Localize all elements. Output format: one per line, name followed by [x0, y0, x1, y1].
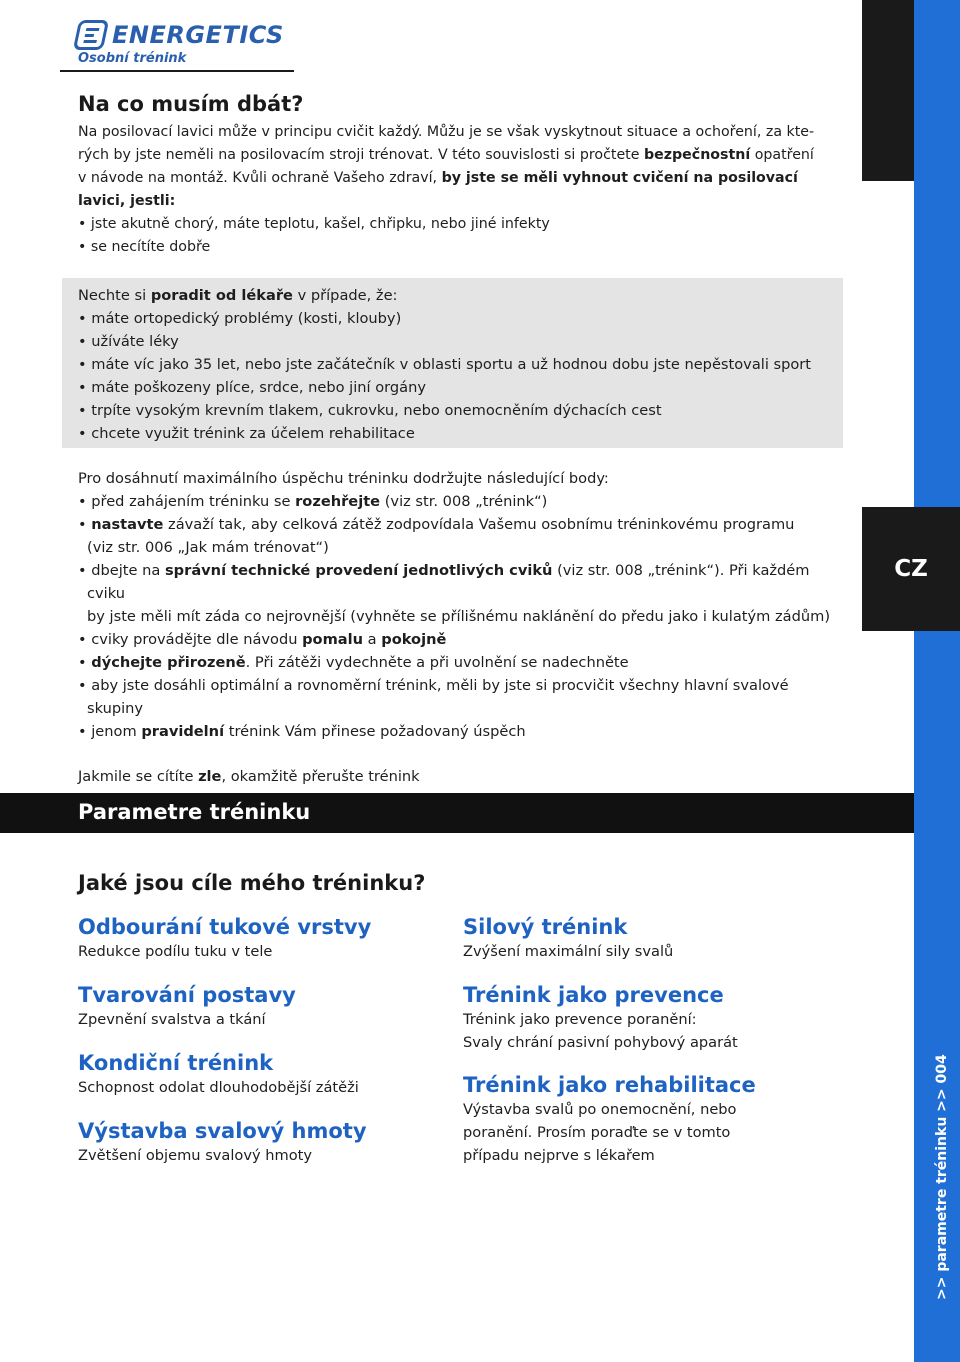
band-title: Parametre tréninku	[78, 800, 311, 824]
precautions-text: Na posilovací lavici může v principu cvičit každý. Můžu je se však vyskytnout situace a ochoření, za kte- rých by jste neměli na posilovacím stroji trénovat. V této souvislosti si pročtete bezpečnostní opatření v návode na montáž. Kvůli ochraně Vašeho zdraví, by jste se měli vyhnout cvičení na posilovací lavici, jestli: • jste akutně chorý, máte teplotu, kašel, chřipku, nebo jiné infekty • se necítíte dobře	[78, 121, 838, 259]
brand-name: ENERGETICS	[112, 21, 284, 49]
list-item: • aby jste dosáhli optimální a rovnoměrní trénink, měli by jste si procvičit všechny hlavní svalové skupiny	[78, 674, 848, 720]
goal-muscle-building: Výstavba svalový hmoty Zvětšení objemu svalový hmoty	[78, 1119, 367, 1164]
logo-divider	[60, 70, 294, 72]
list-item: • cviky provádějte dle návodu pomalu a pokojně	[78, 628, 848, 651]
list-item: • jste akutně chorý, máte teplotu, kašel, chřipku, nebo jiné infekty	[78, 213, 838, 236]
goals-title: Jaké jsou cíle mého tréninku?	[78, 871, 426, 895]
doctor-advice-text: Nechte si poradit od lékaře v případe, že: • máte ortopedický problémy (kosti, klouby) • užíváte léky • máte víc jako 35 let, nebo jste začátečník v oblasti sportu a už hodnou dobu jste nepěstovali sport • máte poškozeny plíce, srdce, nebo jiní orgány • trpíte vysokým krevním tlakem, cukrovku, nebo onemocněním dýchacích cest • chcete využit trénink za účelem rehabilitace	[78, 284, 818, 445]
list-item: • se necítíte dobře	[78, 236, 838, 259]
goal-rehabilitation: Trénink jako rehabilitace Výstavba svalů po onemocnění, nebo poranění. Prosím poraďte se v tomto případu nejprve s lékařem	[463, 1073, 756, 1164]
list-item: • trpíte vysokým krevním tlakem, cukrovku, nebo onemocněním dýchacích cest	[78, 399, 818, 422]
list-item: • užíváte léky	[78, 330, 818, 353]
list-item: • dbejte na správní technické provedení jednotlivých cviků (viz str. 008 „trénink“). Při každém cviku by jste měli mít záda co nejrovnější (vyhněte se přílišnému naklánění do předu jako i kulatým zádům)	[78, 559, 848, 628]
energetics-logo-icon	[73, 20, 109, 50]
sidebar-top-tab	[862, 0, 914, 181]
stop-warning: Jakmile se cítíte zle, okamžitě přerušte trénink	[78, 768, 420, 785]
doctor-advice-list	[78, 307, 818, 445]
list-item: • chcete využit trénink za účelem rehabilitace	[78, 422, 818, 445]
training-rules: Pro dosáhnutí maximálního úspěchu tréninku dodržujte následující body: • před zahájením tréninku se rozehřejte (viz str. 008 „trénink“) • nastavte závaží tak, aby celková zátěž zodpovídala Vašemu osobnímu tréninkovému programu (viz str. 006 „Jak mám trénovat“) • dbejte na správní technické provedení jednotlivých cviků (viz str. 008 „trénink“). Při každém cviku by jste měli mít záda co nejrovnější (vyhněte se přílišnému naklánění do předu jako i kulatým zádům) • cviky provádějte dle návodu pomalu a pokojně • dýchejte přirozeně. Při zátěži vydechněte a při uvolnění se nadechněte • aby jste dosáhli optimální a rovnoměrní trénink, měli by jste si procvičit všechny hlavní svalové skupiny • jenom pravidelní trénink Vám přinese požadovaný úspěch Jakmile se cítíte zle, okamžitě přerušte trénink	[78, 467, 848, 788]
goal-body-shaping: Tvarování postavy Zpevnění svalstva a tkání	[78, 983, 296, 1028]
goal-strength: Silový trénink Zvýšení maximální sily svalů	[463, 915, 674, 960]
goal-conditioning: Kondiční trénink Schopnost odolat dlouhodobější zátěži	[78, 1051, 359, 1096]
list-item: • před zahájením tréninku se rozehřejte (viz str. 008 „trénink“)	[78, 490, 848, 513]
page-reference: >> parametre tréninku >> 004	[934, 1054, 950, 1300]
training-rules-list	[78, 490, 848, 743]
goal-fat-loss: Odbourání tukové vrstvy Redukce podílu tuku v tele	[78, 915, 372, 960]
goal-prevention: Trénink jako prevence Trénink jako prevence poranění: Svaly chrání pasivní pohybový aparát	[463, 983, 738, 1051]
list-item: • jenom pravidelní trénink Vám přinese požadovaný úspěch	[78, 720, 848, 743]
section-title-precautions: Na co musím dbát?	[78, 92, 304, 116]
brand-subtitle: Osobní trénink	[78, 51, 187, 66]
precautions-list	[78, 213, 838, 259]
list-item: • máte víc jako 35 let, nebo jste začátečník v oblasti sportu a už hodnou dobu jste nepěstovali sport	[78, 353, 818, 376]
list-item: • nastavte závaží tak, aby celková zátěž zodpovídala Vašemu osobnímu tréninkovému programu (viz str. 006 „Jak mám trénovat“)	[78, 513, 848, 559]
list-item: • dýchejte přirozeně. Při zátěži vydechněte a při uvolnění se nadechněte	[78, 651, 848, 674]
brand-logo	[76, 20, 284, 66]
list-item: • máte poškozeny plíce, srdce, nebo jiní orgány	[78, 376, 818, 399]
language-label: CZ	[894, 556, 928, 582]
list-item: • máte ortopedický problémy (kosti, klouby)	[78, 307, 818, 330]
